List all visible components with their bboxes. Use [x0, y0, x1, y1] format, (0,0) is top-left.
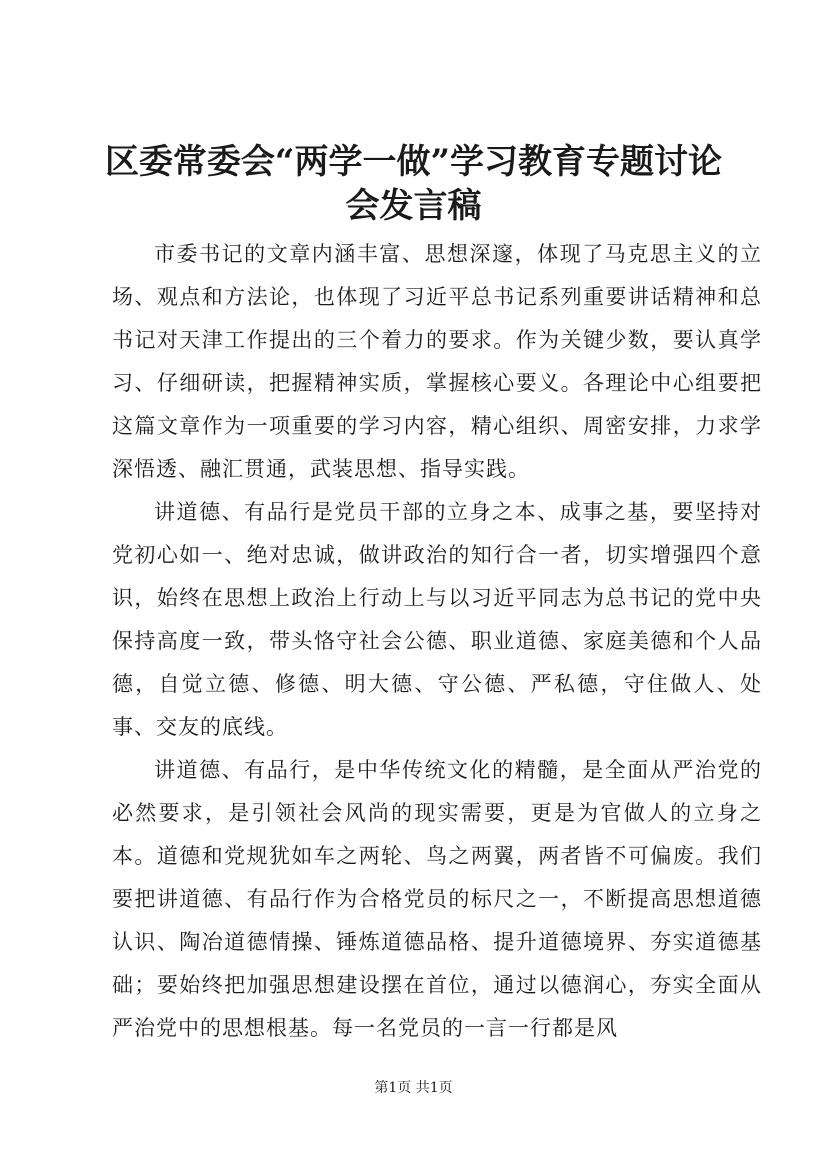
page-number-footer: 第1页 共1页 — [374, 1080, 453, 1096]
paragraph-2: 讲道德、有品行是党员干部的立身之本、成事之基，要坚持对党初心如一、绝对忠诚，做讲政治的知行合一者，切实增强四个意识，始终在思想上政治上行动上与以习近平同志为总书记的党中央保持高度一致，带头恪守社会公德、职业道德、家庭美德和个人品德，自觉立德、修德、明大德、守公德、严私德，守住做人、处事、交友的底线。 — [112, 500, 762, 739]
document-title: 区委常委会“两学一做”学习教育专题讨论会发言稿 — [104, 142, 723, 226]
paragraph-3: 讲道德、有品行，是中华传统文化的精髓，是全面从严治党的必然要求，是引领社会风尚的现实需要，更是为官做人的立身之本。道德和党规犹如车之两轮、鸟之两翼，两者皆不可偏废。我们要把讲道德、有品行作为合格党员的标尺之一，不断提高思想道德认识、陶冶道德情操、锤炼道德品格、提升道德境界、夯实道德基础；要始终把加强思想建设摆在首位，通过以德润心，夯实全面从严治党中的思想根基。每一名党员的一言一行都是风 — [112, 758, 762, 1040]
paragraph-1: 市委书记的文章内涵丰富、思想深邃，体现了马克思主义的立场、观点和方法论，也体现了习近平总书记系列重要讲话精神和总书记对天津工作提出的三个着力的要求。作为关键少数，要认真学习、仔细研读，把握精神实质，掌握核心要义。各理论中心组要把这篇文章作为一项重要的学习内容，精心组织、周密安排，力求学深悟透、融汇贯通，武装思想、指导实践。 — [112, 242, 762, 481]
document-body — [112, 233, 762, 1050]
